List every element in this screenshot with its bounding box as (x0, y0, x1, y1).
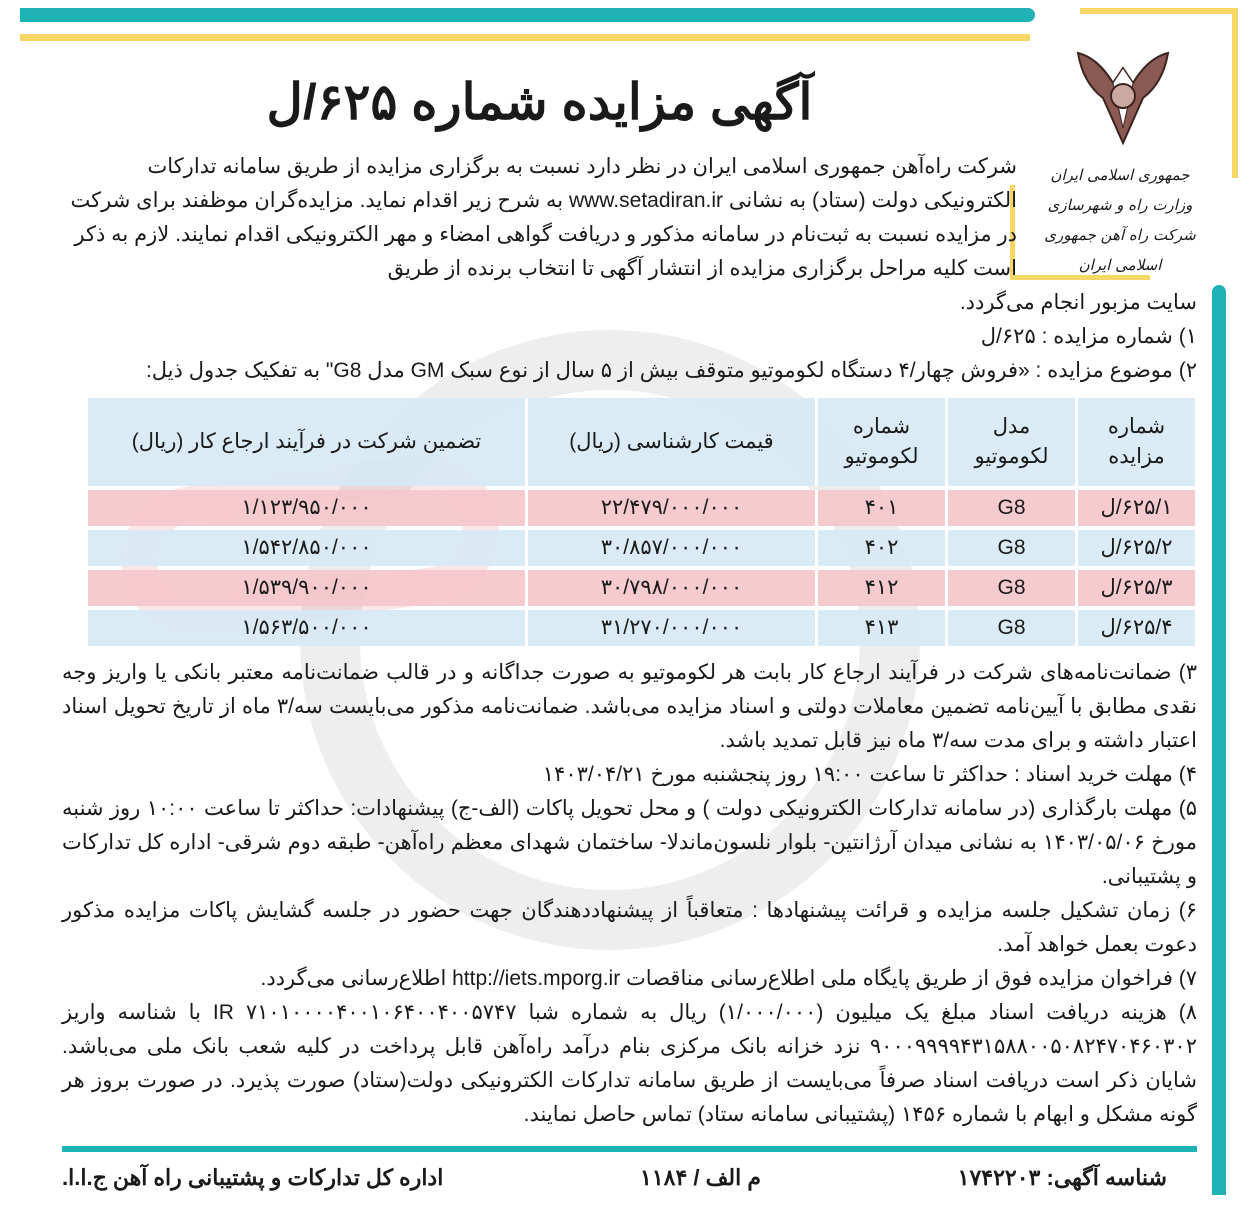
footer (62, 1162, 1197, 1194)
logo-frame-right (1232, 8, 1238, 178)
right-teal-bar (1212, 285, 1226, 1195)
cell: ۲۲/۴۷۹/۰۰۰/۰۰۰ (525, 490, 815, 526)
logo-line: وزارت راه و شهرسازی (1047, 196, 1193, 214)
table-row (85, 610, 1195, 646)
item-8: ۸) هزینه دریافت اسناد مبلغ یک میلیون (۱/۰۰۰/۰۰۰) ریال به شماره شبا IR ۷۱۰۱۰۰۰۰۴۰۰۱۰۶۴۰۰۴۰۰۵۷۴۷ با شناسه واریز ۹۰۰۰۹۹۹۹۴۳۱۵۸۸۰۰۵۰۸۲۴۷۰۴۶۰۳۰۲ نزد خزانه بانک مرکزی بنام درآمد راه‌آهن قابل پرداخت در کلیه شعب بانک ملی می‌باشد. شایان ذکر است دریافت اسناد صرفاً می‌بایست از طریق سامانه تدارکات الکترونیکی دولت(ستاد) صورت پذیرد. در صورت بروز هر گونه مشکل و ابهام با شماره ۱۴۵۶ (پشتیبانی سامانه ستاد) تماس حاصل نمایند. (62, 1001, 1198, 1126)
logo-frame-top (1080, 8, 1238, 14)
cell: ۶۲۵/۱/ل (1075, 490, 1195, 526)
item-6: ۶) زمان تشکیل جلسه مزایده و قرائت پیشنهادها : متعاقباً از پیشنهاددهندگان جهت حضور در جلسه گشایش پاکات مزایده مذکور دعوت بعمل خواهد آمد. (62, 899, 1197, 956)
col-header: قیمت کارشناسی (ریال) (525, 398, 815, 486)
cell: G8 (945, 530, 1075, 566)
col-header: شماره مزایده (1075, 398, 1195, 486)
logo-line: شرکت راه آهن جمهوری اسلامی ایران (1044, 226, 1196, 274)
ad-id: شناسه آگهی: ۱۷۴۲۲۰۳ (957, 1165, 1167, 1190)
item-2: ۲) موضوع مزایده : «فروش چهار/۴ دستگاه لکوموتیو متوقف بیش از ۵ سال از نوع سبک GM مدل G8" به تفکیک جدول ذیل: (145, 359, 1197, 382)
table-row (85, 490, 1195, 526)
intro-paragraph: شرکت راه‌آهن جمهوری اسلامی ایران در نظر دارد نسبت به برگزاری مزایده از طریق سامانه تدارکات الکترونیکی دولت (ستاد) به نشانی www.setadiran.ir به شرح زیر اقدام نماید. مزایده‌گران موظفند برای شرکت در مزایده نسبت به ثبت‌نام در سامانه مذکور و دریافت گواهی امضاء و مهر الکترونیکی اقدام نمایند. لازم به ذکر است کلیه مراحل برگزاری مزایده از انتشار آگهی تا انتخاب برنده از طریق (70, 155, 1017, 280)
cell: ۳۰/۸۵۷/۰۰۰/۰۰۰ (525, 530, 815, 566)
top-yellow-bar (20, 34, 1030, 41)
bottom-teal-bar (62, 1146, 1197, 1152)
cell: ۴۰۱ (815, 490, 945, 526)
page-title: آگهی مزایده شماره ۶۲۵/ل (266, 74, 813, 130)
cell: ۳۱/۲۷۰/۰۰۰/۰۰۰ (525, 610, 815, 646)
cell: G8 (945, 570, 1075, 606)
ad-body (62, 62, 1197, 1194)
ad-code: م الف / ۱۱۸۴ (640, 1165, 761, 1190)
logo-line: جمهوری اسلامی ایران (1050, 166, 1190, 184)
cell: ۱/۵۳۹/۹۰۰/۰۰۰ (85, 570, 525, 606)
cell: ۶۲۵/۲/ل (1075, 530, 1195, 566)
cell: ۴۱۲ (815, 570, 945, 606)
cell: ۴۱۳ (815, 610, 945, 646)
cell: ۱/۱۲۳/۹۵۰/۰۰۰ (85, 490, 525, 526)
top-teal-bar (20, 8, 1035, 22)
item-1: ۱) شماره مزایده : ۶۲۵/ل (980, 325, 1197, 348)
cell: ۴۰۲ (815, 530, 945, 566)
auction-table (85, 394, 1195, 650)
item-7: ۷) فراخوان مزایده فوق از طریق پایگاه ملی اطلاع‌رسانی مناقصات http://iets.mporg.ir اطلاع‌رسانی می‌گردد. (260, 967, 1197, 990)
table-row (85, 530, 1195, 566)
table-header-row (85, 398, 1195, 486)
cell: ۳۰/۷۹۸/۰۰۰/۰۰۰ (525, 570, 815, 606)
col-header: شماره لکوموتیو (815, 398, 945, 486)
intro-end: سایت مزبور انجام می‌گردد. (959, 291, 1197, 314)
cell: ۶۲۵/۳/ل (1075, 570, 1195, 606)
col-header: تضمین شرکت در فرآیند ارجاع کار (ریال) (85, 398, 525, 486)
item-5: ۵) مهلت بارگذاری (در سامانه تدارکات الکترونیکی دولت ) و محل تحویل پاکات (الف-ج) پیشنهادات: حداکثر تا ساعت ۱۰:۰۰ روز شنبه مورخ ۱۴۰۳/۰۵/۰۶ به نشانی میدان آرژانتین- بلوار نلسون‌ماندلا- ساختمان شهدای معظم راه‌آهن- طبقه دوم شرقی- اداره کل تدارکات و پشتیبانی. (62, 797, 1197, 888)
item-4: ۴) مهلت خرید اسناد : حداکثر تا ساعت ۱۹:۰۰ روز پنجشنبه مورخ ۱۴۰۳/۰۴/۲۱ (542, 763, 1197, 786)
cell: ۶۲۵/۴/ل (1075, 610, 1195, 646)
cell: G8 (945, 490, 1075, 526)
cell: ۱/۵۶۳/۵۰۰/۰۰۰ (85, 610, 525, 646)
item-3: ۳) ضمانت‌نامه‌های شرکت در فرآیند ارجاع کار بابت هر لکوموتیو به صورت جداگانه و در قالب ضمانت‌نامه معتبر بانکی یا واریز وجه نقدی مطابق با آیین‌نامه تضمین معاملات دولتی و اسناد مزایده می‌باشد. ضمانت‌نامه مذکور می‌بایست سه/۳ ماه از تاریخ تحویل اسناد اعتبار داشته و برای مدت سه/۳ ماه نیز قابل تمدید باشد. (62, 661, 1197, 752)
col-header: مدل لکوموتیو (945, 398, 1075, 486)
cell: ۱/۵۴۲/۸۵۰/۰۰۰ (85, 530, 525, 566)
issuer: اداره کل تدارکات و پشتیبانی راه آهن ج.ا.ا. (62, 1165, 444, 1190)
cell: G8 (945, 610, 1075, 646)
table-row (85, 570, 1195, 606)
